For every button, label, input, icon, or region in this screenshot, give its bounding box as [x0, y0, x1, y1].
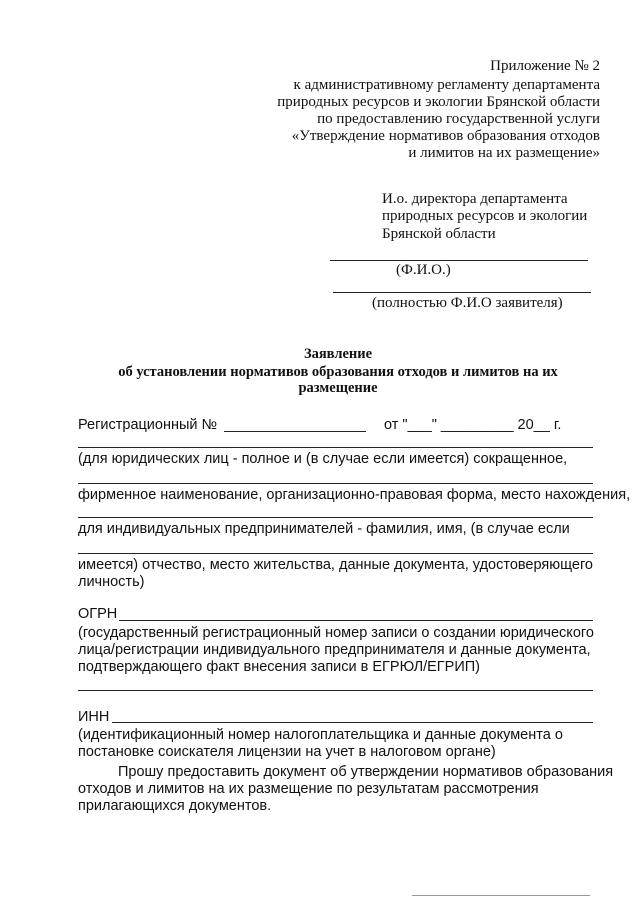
request-text: отходов и лимитов на их размещение по результатам рассмотрения [78, 781, 539, 797]
applicant-hint: имеется) отчество, место жительства, данные документа, удостоверяющего [78, 557, 593, 573]
fio-input-line[interactable] [330, 260, 588, 261]
ogrn-input-line[interactable] [119, 620, 593, 621]
request-text: прилагающихся документов. [78, 798, 272, 814]
appendix-line: «Утверждение нормативов образования отходов [291, 128, 600, 144]
addressee-line: И.о. директора департамента [382, 191, 568, 207]
document-title: Заявление [303, 346, 373, 362]
applicant-caption: (полностью Ф.И.О заявителя) [372, 295, 563, 311]
inn-hint: постановке соискателя лицензии на учет в налоговом органе) [78, 744, 496, 760]
appendix-line: природных ресурсов и экологии Брянской области [277, 94, 600, 110]
addressee-line: Брянской области [382, 226, 496, 242]
applicant-input-line[interactable] [78, 553, 593, 554]
document-subtitle: размещение [298, 380, 378, 396]
applicant-hint: для индивидуальных предпринимателей - фамилия, имя, (в случае если [78, 521, 570, 537]
ogrn-hint: лица/регистрации индивидуального предпринимателя и данные документа, [78, 642, 591, 658]
appendix-line: к административному регламенту департамента [293, 77, 600, 93]
applicant-hint: личность) [78, 574, 145, 590]
inn-label: ИНН [78, 709, 110, 725]
ogrn-hint: подтверждающего факт внесения записи в ЕГРЮЛ/ЕГРИП) [78, 659, 480, 675]
appendix-line: и лимитов на их размещение» [408, 145, 600, 161]
applicant-name-input-line[interactable] [333, 292, 591, 293]
appendix-number: Приложение № 2 [490, 58, 600, 74]
inn-hint: (идентификационный номер налогоплательщика и данные документа о [78, 727, 563, 743]
footer-divider [412, 895, 590, 896]
ogrn-hint: (государственный регистрационный номер записи о создании юридического [78, 625, 594, 641]
ogrn-label: ОГРН [78, 606, 118, 622]
registration-date[interactable]: от "___" _________ 20__ г. [384, 417, 562, 433]
applicant-hint: фирменное наименование, организационно-правовая форма, место нахождения, [78, 487, 631, 503]
addressee-line: природных ресурсов и экологии [382, 208, 588, 224]
applicant-input-line[interactable] [78, 447, 593, 448]
document-subtitle: об установлении нормативов образования отходов и лимитов на их [118, 364, 558, 380]
request-text: Прошу предоставить документ об утверждении нормативов образования [118, 764, 614, 780]
ogrn-extra-input-line[interactable] [78, 690, 593, 691]
fio-caption: (Ф.И.О.) [396, 262, 451, 278]
applicant-hint: (для юридических лиц - полное и (в случае если имеется) сокращенное, [78, 451, 568, 467]
applicant-input-line[interactable] [78, 517, 593, 518]
inn-input-line[interactable] [112, 722, 593, 723]
registration-number-input-line[interactable] [224, 431, 366, 432]
registration-label: Регистрационный № [78, 417, 218, 433]
applicant-input-line[interactable] [78, 483, 593, 484]
appendix-line: по предоставлению государственной услуги [317, 111, 600, 127]
